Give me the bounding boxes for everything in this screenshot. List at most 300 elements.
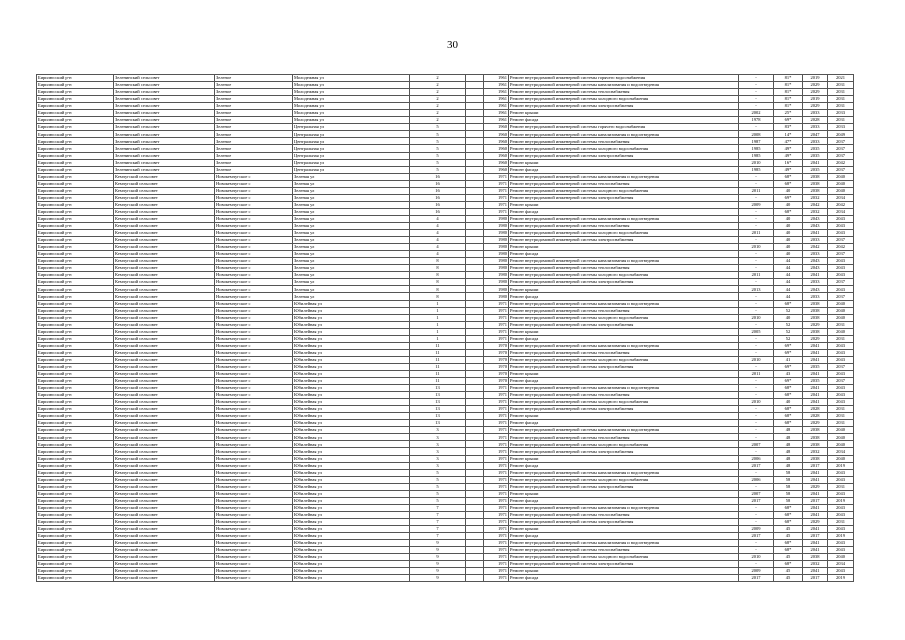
cell-start-year: 2042 [803,201,828,208]
cell-year-built: 1980 [484,279,509,286]
cell-settlement: Новокемчугское с [215,518,293,525]
cell-year-built: 1971 [484,455,509,462]
cell-start-year: 2032 [803,448,828,455]
cell-municipality: Зеленинский сельсовет [114,75,215,82]
cell-wear-percent: 40 [774,222,803,229]
cell-start-year: 2038 [803,328,828,335]
cell-district: Бирилюсский р-н [37,399,114,406]
cell-work-type: Ремонт фасада [509,575,739,582]
table-body [37,75,854,582]
cell-municipality: Кемчугский сельсовет [114,265,215,272]
cell-wear-percent: 40 [774,201,803,208]
cell-building [466,244,484,251]
cell-settlement: Новокемчугское с [215,279,293,286]
cell-municipality: Зеленинский сельсовет [114,89,215,96]
cell-end-year: 2040 [828,441,854,448]
cell-district: Бирилюсский р-н [37,392,114,399]
cell-district: Бирилюсский р-н [37,117,114,124]
cell-building [466,462,484,469]
cell-house-number: 2 [410,117,466,124]
table-row [37,370,854,377]
cell-district: Бирилюсский р-н [37,385,114,392]
cell-building [466,434,484,441]
cell-work-type: Ремонт крыши [509,370,739,377]
table-row [37,342,854,349]
cell-start-year: 2041 [803,526,828,533]
cell-end-year: 2043 [828,547,854,554]
cell-last-repair-year: 2010 [739,399,774,406]
cell-settlement: Новокемчугское с [215,293,293,300]
cell-district: Бирилюсский р-н [37,138,114,145]
cell-building [466,251,484,258]
cell-house-number: 5 [410,131,466,138]
cell-municipality: Кемчугский сельсовет [114,427,215,434]
cell-street: Юбилейная ул [293,554,410,561]
cell-last-repair-year: - [739,378,774,385]
cell-year-built: 1970 [484,370,509,377]
cell-work-type: Ремонт крыши [509,244,739,251]
cell-district: Бирилюсский р-н [37,526,114,533]
table-row [37,117,854,124]
cell-district: Бирилюсский р-н [37,349,114,356]
cell-street: Юбилейная ул [293,392,410,399]
cell-building [466,265,484,272]
cell-street: Юбилейная ул [293,561,410,568]
cell-end-year: 2031 [828,420,854,427]
cell-start-year: 2043 [803,215,828,222]
cell-year-built: 1980 [484,237,509,244]
cell-building [466,413,484,420]
cell-start-year: 2033 [803,110,828,117]
cell-last-repair-year: 2011 [739,187,774,194]
cell-district: Бирилюсский р-н [37,476,114,483]
cell-building [466,194,484,201]
table-row [37,300,854,307]
cell-year-built: 1971 [484,554,509,561]
cell-district: Бирилюсский р-н [37,314,114,321]
cell-last-repair-year: - [739,89,774,96]
cell-municipality: Кемчугский сельсовет [114,448,215,455]
cell-settlement: Новокемчугское с [215,526,293,533]
cell-year-built: 1960 [484,124,509,131]
cell-settlement: Зеленое [215,117,293,124]
table-row [37,554,854,561]
cell-wear-percent: 68* [774,180,803,187]
cell-settlement: Новокемчугское с [215,406,293,413]
cell-district: Бирилюсский р-н [37,568,114,575]
cell-district: Бирилюсский р-н [37,180,114,187]
cell-settlement: Новокемчугское с [215,399,293,406]
cell-municipality: Зеленинский сельсовет [114,103,215,110]
cell-last-repair-year: - [739,342,774,349]
cell-house-number: 2 [410,96,466,103]
table-row [37,131,854,138]
cell-house-number: 3 [410,448,466,455]
cell-district: Бирилюсский р-н [37,258,114,265]
table-row [37,237,854,244]
table-row [37,533,854,540]
cell-end-year: 2037 [828,251,854,258]
cell-house-number: 5 [410,145,466,152]
cell-last-repair-year: - [739,547,774,554]
table-row [37,222,854,229]
cell-work-type: Ремонт внутридомовой инженерной системы канализования и водоотведения [509,427,739,434]
cell-last-repair-year: 2010 [739,554,774,561]
cell-year-built: 1980 [484,251,509,258]
cell-district: Бирилюсский р-н [37,222,114,229]
cell-end-year: 2019 [828,497,854,504]
cell-wear-percent: 48 [774,455,803,462]
table-row [37,279,854,286]
cell-start-year: 2029 [803,335,828,342]
cell-settlement: Новокемчугское с [215,370,293,377]
cell-district: Бирилюсский р-н [37,420,114,427]
table-row [37,427,854,434]
cell-house-number: 4 [410,222,466,229]
cell-municipality: Кемчугский сельсовет [114,335,215,342]
cell-house-number: 5 [410,138,466,145]
cell-start-year: 2033 [803,138,828,145]
cell-building [466,476,484,483]
cell-street: Молодежная ул [293,96,410,103]
cell-year-built: 1960 [484,152,509,159]
cell-year-built: 1971 [484,561,509,568]
cell-last-repair-year: - [739,420,774,427]
cell-year-built: 1971 [484,462,509,469]
cell-year-built: 1971 [484,547,509,554]
table-row [37,215,854,222]
cell-work-type: Ремонт внутридомовой инженерной системы холодного водоснабжения [509,230,739,237]
cell-year-built: 1961 [484,96,509,103]
cell-start-year: 2029 [803,89,828,96]
cell-start-year: 2043 [803,265,828,272]
cell-settlement: Новокемчугское с [215,215,293,222]
table-row [37,406,854,413]
cell-street: Зеленая ул [293,251,410,258]
cell-municipality: Кемчугский сельсовет [114,293,215,300]
table-row [37,455,854,462]
cell-building [466,335,484,342]
cell-building [466,187,484,194]
table-row [37,138,854,145]
cell-settlement: Новокемчугское с [215,349,293,356]
table-row [37,89,854,96]
cell-settlement: Новокемчугское с [215,237,293,244]
cell-last-repair-year: - [739,215,774,222]
cell-district: Бирилюсский р-н [37,300,114,307]
cell-street: Юбилейная ул [293,540,410,547]
cell-wear-percent: 68* [774,518,803,525]
table-row [37,314,854,321]
cell-end-year: 2031 [828,406,854,413]
cell-last-repair-year: - [739,349,774,356]
cell-work-type: Ремонт внутридомовой инженерной системы электроснабжения [509,237,739,244]
cell-municipality: Кемчугский сельсовет [114,300,215,307]
cell-last-repair-year: - [739,335,774,342]
cell-end-year: 2043 [828,265,854,272]
cell-house-number: 1 [410,300,466,307]
cell-district: Бирилюсский р-н [37,469,114,476]
cell-work-type: Ремонт фасада [509,462,739,469]
cell-street: Молодежная ул [293,103,410,110]
cell-street: Зеленая ул [293,173,410,180]
cell-start-year: 2035 [803,378,828,385]
table-row [37,399,854,406]
cell-end-year: 2040 [828,328,854,335]
cell-year-built: 1971 [484,328,509,335]
cell-street: Юбилейная ул [293,504,410,511]
cell-municipality: Кемчугский сельсовет [114,272,215,279]
table-row [37,265,854,272]
cell-settlement: Новокемчугское с [215,244,293,251]
cell-municipality: Кемчугский сельсовет [114,441,215,448]
cell-municipality: Кемчугский сельсовет [114,406,215,413]
cell-house-number: 4 [410,230,466,237]
cell-district: Бирилюсский р-н [37,145,114,152]
table-row [37,173,854,180]
cell-end-year: 2042 [828,201,854,208]
cell-work-type: Ремонт внутридомовой инженерной системы холодного водоснабжения [509,441,739,448]
cell-start-year: 2041 [803,342,828,349]
cell-house-number: 2 [410,110,466,117]
cell-municipality: Зеленинский сельсовет [114,124,215,131]
table-row [37,356,854,363]
cell-municipality: Кемчугский сельсовет [114,434,215,441]
table-row [37,469,854,476]
cell-last-repair-year: - [739,307,774,314]
cell-work-type: Ремонт фасада [509,166,739,173]
cell-start-year: 2017 [803,575,828,582]
cell-settlement: Зеленое [215,124,293,131]
cell-building [466,201,484,208]
cell-municipality: Зеленинский сельсовет [114,145,215,152]
cell-street: Зеленая ул [293,237,410,244]
cell-end-year: 2037 [828,293,854,300]
cell-work-type: Ремонт внутридомовой инженерной системы электроснабжения [509,561,739,568]
cell-wear-percent: 58 [774,469,803,476]
cell-settlement: Новокемчугское с [215,251,293,258]
cell-settlement: Новокемчугское с [215,554,293,561]
cell-house-number: 7 [410,526,466,533]
cell-building [466,483,484,490]
table-row [37,293,854,300]
cell-street: Юбилейная ул [293,441,410,448]
cell-municipality: Кемчугский сельсовет [114,208,215,215]
cell-street: Зеленая ул [293,279,410,286]
cell-start-year: 2043 [803,286,828,293]
cell-municipality: Кемчугский сельсовет [114,286,215,293]
cell-building [466,180,484,187]
cell-street: Зеленая ул [293,258,410,265]
cell-settlement: Новокемчугское с [215,455,293,462]
cell-work-type: Ремонт крыши [509,455,739,462]
cell-last-repair-year: - [739,82,774,89]
cell-street: Зеленая ул [293,286,410,293]
cell-district: Бирилюсский р-н [37,166,114,173]
cell-end-year: 2031 [828,82,854,89]
cell-year-built: 1980 [484,222,509,229]
table-row [37,476,854,483]
cell-building [466,293,484,300]
cell-settlement: Зеленое [215,159,293,166]
cell-last-repair-year: - [739,511,774,518]
cell-work-type: Ремонт крыши [509,286,739,293]
cell-district: Бирилюсский р-н [37,293,114,300]
cell-street: Юбилейная ул [293,462,410,469]
cell-municipality: Кемчугский сельсовет [114,370,215,377]
cell-last-repair-year: - [739,392,774,399]
cell-start-year: 2038 [803,187,828,194]
cell-end-year: 2031 [828,321,854,328]
cell-building [466,490,484,497]
cell-house-number: 13 [410,420,466,427]
cell-wear-percent: 81* [774,96,803,103]
cell-district: Бирилюсский р-н [37,230,114,237]
cell-house-number: 8 [410,293,466,300]
cell-end-year: 2037 [828,138,854,145]
cell-settlement: Новокемчугское с [215,194,293,201]
cell-house-number: 9 [410,575,466,582]
cell-house-number: 4 [410,237,466,244]
cell-wear-percent: 48 [774,441,803,448]
cell-last-repair-year: 1985 [739,145,774,152]
cell-street: Юбилейная ул [293,420,410,427]
cell-year-built: 1971 [484,518,509,525]
table-row [37,75,854,82]
cell-municipality: Кемчугский сельсовет [114,279,215,286]
cell-work-type: Ремонт внутридомовой инженерной системы холодного водоснабжения [509,554,739,561]
table-row [37,251,854,258]
cell-house-number: 16 [410,194,466,201]
cell-settlement: Новокемчугское с [215,356,293,363]
cell-last-repair-year: 2007 [739,490,774,497]
cell-municipality: Кемчугский сельсовет [114,173,215,180]
cell-last-repair-year: 2017 [739,533,774,540]
cell-settlement: Новокемчугское с [215,575,293,582]
cell-municipality: Кемчугский сельсовет [114,230,215,237]
cell-wear-percent: 58 [774,490,803,497]
cell-end-year: 2031 [828,117,854,124]
cell-settlement: Новокемчугское с [215,497,293,504]
cell-wear-percent: 52 [774,328,803,335]
cell-start-year: 2032 [803,208,828,215]
cell-settlement: Новокемчугское с [215,469,293,476]
cell-start-year: 2041 [803,504,828,511]
cell-building [466,378,484,385]
cell-street: Юбилейная ул [293,533,410,540]
cell-start-year: 2029 [803,321,828,328]
cell-district: Бирилюсский р-н [37,194,114,201]
cell-work-type: Ремонт крыши [509,110,739,117]
table-row [37,110,854,117]
cell-street: Зеленая ул [293,272,410,279]
cell-settlement: Новокемчугское с [215,258,293,265]
cell-street: Зеленая ул [293,293,410,300]
cell-start-year: 2041 [803,230,828,237]
cell-work-type: Ремонт внутридомовой инженерной системы теплоснабжения [509,222,739,229]
cell-district: Бирилюсский р-н [37,547,114,554]
table-row [37,363,854,370]
cell-house-number: 3 [410,441,466,448]
cell-settlement: Новокемчугское с [215,540,293,547]
cell-year-built: 1961 [484,117,509,124]
cell-house-number: 5 [410,124,466,131]
cell-district: Бирилюсский р-н [37,89,114,96]
cell-settlement: Зеленое [215,75,293,82]
table-row [37,434,854,441]
cell-building [466,82,484,89]
cell-building [466,131,484,138]
cell-building [466,441,484,448]
cell-end-year: 2043 [828,392,854,399]
cell-work-type: Ремонт крыши [509,568,739,575]
cell-street: Центральная ул [293,166,410,173]
cell-house-number: 11 [410,363,466,370]
cell-municipality: Кемчугский сельсовет [114,194,215,201]
cell-house-number: 7 [410,518,466,525]
cell-work-type: Ремонт внутридомовой инженерной системы канализования и водоотведения [509,342,739,349]
cell-work-type: Ремонт внутридомовой инженерной системы теплоснабжения [509,349,739,356]
cell-settlement: Новокемчугское с [215,561,293,568]
cell-last-repair-year: - [739,173,774,180]
cell-wear-percent: 45 [774,526,803,533]
cell-house-number: 5 [410,159,466,166]
cell-district: Бирилюсский р-н [37,533,114,540]
table-row [37,561,854,568]
cell-wear-percent: 69* [774,378,803,385]
cell-start-year: 2038 [803,427,828,434]
cell-street: Центральная ул [293,124,410,131]
cell-street: Юбилейная ул [293,483,410,490]
cell-street: Юбилейная ул [293,497,410,504]
cell-wear-percent: 45 [774,568,803,575]
cell-year-built: 1960 [484,131,509,138]
cell-work-type: Ремонт внутридомовой инженерной системы теплоснабжения [509,511,739,518]
cell-district: Бирилюсский р-н [37,321,114,328]
cell-settlement: Новокемчугское с [215,328,293,335]
cell-district: Бирилюсский р-н [37,561,114,568]
cell-start-year: 2028 [803,406,828,413]
cell-municipality: Кемчугский сельсовет [114,251,215,258]
cell-district: Бирилюсский р-н [37,131,114,138]
table-row [37,159,854,166]
table-row [37,490,854,497]
cell-municipality: Кемчугский сельсовет [114,328,215,335]
cell-building [466,455,484,462]
cell-district: Бирилюсский р-н [37,265,114,272]
cell-street: Юбилейная ул [293,363,410,370]
cell-house-number: 8 [410,279,466,286]
cell-end-year: 2031 [828,89,854,96]
cell-building [466,138,484,145]
cell-last-repair-year: 2010 [739,244,774,251]
cell-work-type: Ремонт крыши [509,328,739,335]
cell-house-number: 9 [410,540,466,547]
cell-district: Бирилюсский р-н [37,370,114,377]
cell-house-number: 11 [410,342,466,349]
cell-building [466,363,484,370]
cell-house-number: 13 [410,392,466,399]
table-row [37,504,854,511]
cell-district: Бирилюсский р-н [37,406,114,413]
cell-municipality: Кемчугский сельсовет [114,244,215,251]
cell-last-repair-year: - [739,448,774,455]
cell-district: Бирилюсский р-н [37,363,114,370]
cell-start-year: 2038 [803,455,828,462]
cell-settlement: Новокемчугское с [215,208,293,215]
cell-end-year: 2031 [828,518,854,525]
cell-building [466,75,484,82]
